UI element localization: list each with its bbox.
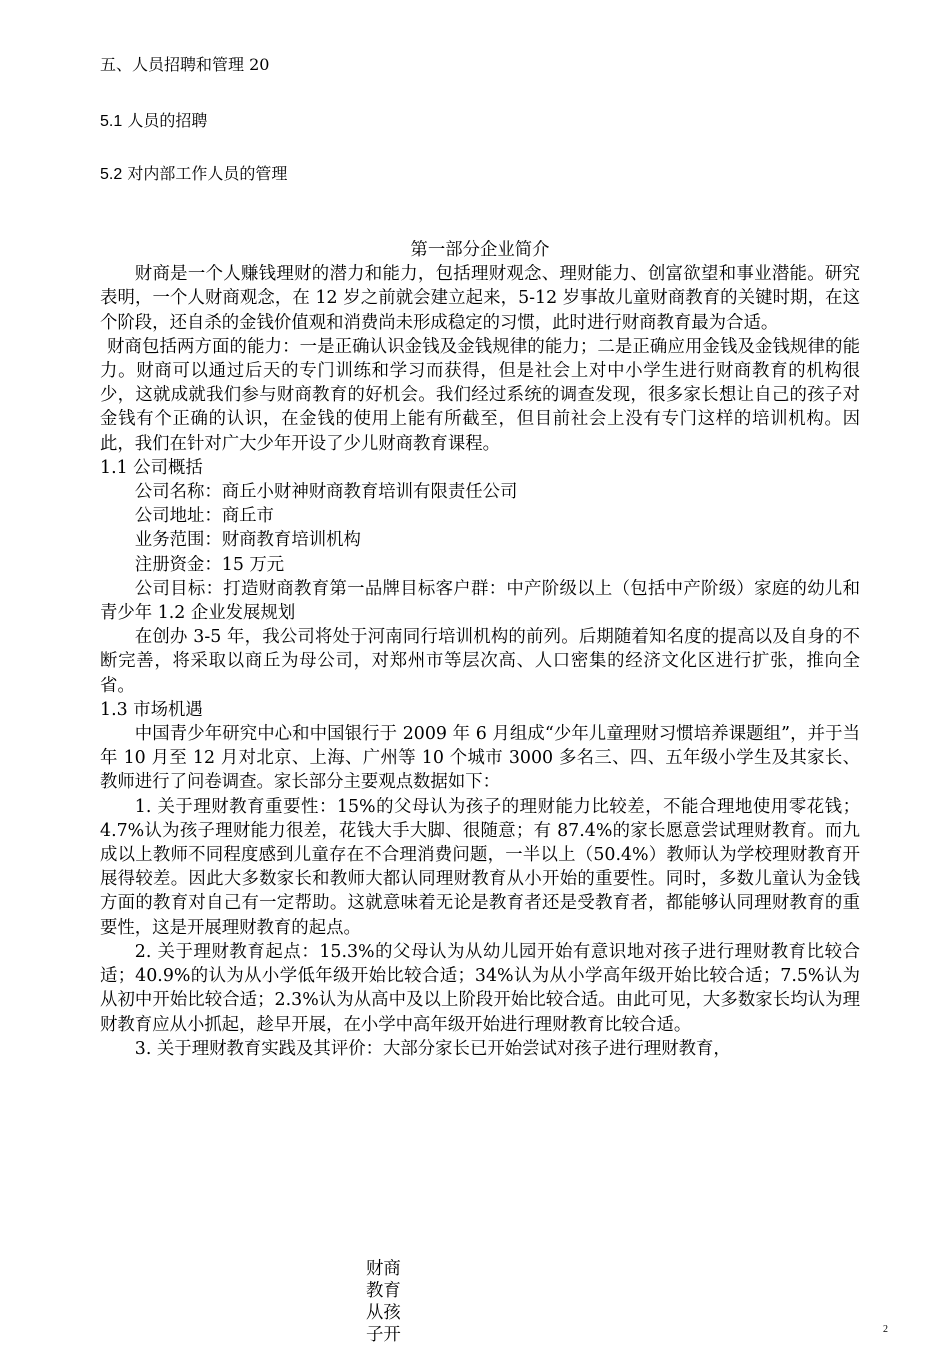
market-item-1: 1. 关于理财教育重要性：15%的父母认为孩子的理财能力比较差，不能合理地使用零花钱；4.7%认为孩子理财能力很差，花钱大手大脚、很随意；有 87.4%的家长愿意尝试理财教育。而九成以上教师不同程度感到儿童存在不合理消费问题，一半以上（50.4%）教师认为学校理财教育开展得较差。因此大多数家长和教师大都认同理财教育从小开始的重要性。同时，多数儿童认为金钱方面的教育对自己有一定帮助。这就意味着无论是教育者还是受教育者，都能够认同理财教育的重要性，这是开展理财教育的起点。 — [100, 796, 860, 938]
market-paragraph: 中国青少年研究中心和中国银行于 2009 年 6 月组成“少年儿童理财习惯培养课题组”，并于当年 10 月至 12 月对北京、上海、广州等 10 个城市 3000 多名三、四、五年级小学生及其家长、教师进行了问卷调查。家长部分主要观点数据如下： — [100, 724, 860, 793]
intro-paragraph-2: 财商包括两方面的能力：一是正确认识金钱及金钱规律的能力；二是正确应用金钱及金钱规律的能力。财商可以通过后天的专门训练和学习而获得，但是社会上对中小学生进行财商教育的机构很少，这就成就我们参与财商教育的好机会。我们经过系统的调查发现，很多家长想让自己的孩子对金钱有个正确的认识，在金钱的使用上能有所截至，但目前社会上没有专门这样的培训机构。因此，我们在针对广大少年开设了少儿财商教育课程。 — [100, 336, 860, 454]
company-address: 公司地址：商丘市 — [134, 506, 274, 527]
company-goal: 公司目标：打造财商教育第一品牌目标客户群：中产阶级以上（包括中产阶级）家庭的幼儿和青少年 1.2 企业发展规划 — [100, 578, 860, 624]
company-name: 公司名称：商丘小财神财商教育培训有限责任公司 — [134, 482, 518, 503]
overflow-text-box: 财商教育从孩子开 — [366, 1259, 401, 1345]
toc-item-5-2[interactable]: 5.2 对内部工作人员的管理 — [100, 164, 288, 183]
development-plan: 在创办 3-5 年，我公司将处于河南同行培训机构的前列。后期随着知名度的提高以及自身的不断完善，将采取以商丘为母公司，对郑州市等层次高、人口密集的经济文化区进行扩张，推向全省。 — [100, 627, 860, 696]
market-item-2: 2. 关于理财教育起点：15.3%的父母认为从幼儿园开始有意识地对孩子进行理财教育比较合适；40.9%的认为从小学低年级开始比较合适；34%认为从小学高年级开始比较合适；7.5%认为从初中开始比较合适；2.3%认为从高中及以上阶段开始比较合适。由此可见，大多数家长均认为理财教育应从小抓起，趁早开展，在小学中高年级开始进行理财教育比较合适。 — [100, 941, 860, 1035]
section-1-3-heading: 1.3 市场机遇 — [100, 699, 203, 720]
company-capital: 注册资金：15 万元 — [134, 554, 285, 575]
toc-item-5-1[interactable]: 5.1 人员的招聘 — [100, 111, 208, 130]
section-1-1-heading: 1.1 公司概括 — [100, 457, 203, 478]
section-title: 第一部分企业简介 — [410, 240, 550, 260]
page-number: 2 — [883, 1324, 888, 1335]
document-body — [100, 238, 860, 1061]
market-item-3: 3. 关于理财教育实践及其评价：大部分家长已开始尝试对孩子进行理财教育， — [134, 1038, 731, 1059]
toc-item-5[interactable]: 五、人员招聘和管理 20 — [100, 55, 270, 74]
company-scope: 业务范围：财商教育培训机构 — [134, 530, 361, 551]
intro-paragraph-1: 财商是一个人赚钱理财的潜力和能力，包括理财观念、理财能力、创富欲望和事业潜能。研究表明，一个人财商观念，在 12 岁之前就会建立起来，5-12 岁事故儿童财商教育的关键时期，在这个阶段，还自杀的金钱价值观和消费尚未形成稳定的习惯，此时进行财商教育最为合适。 — [100, 264, 860, 333]
